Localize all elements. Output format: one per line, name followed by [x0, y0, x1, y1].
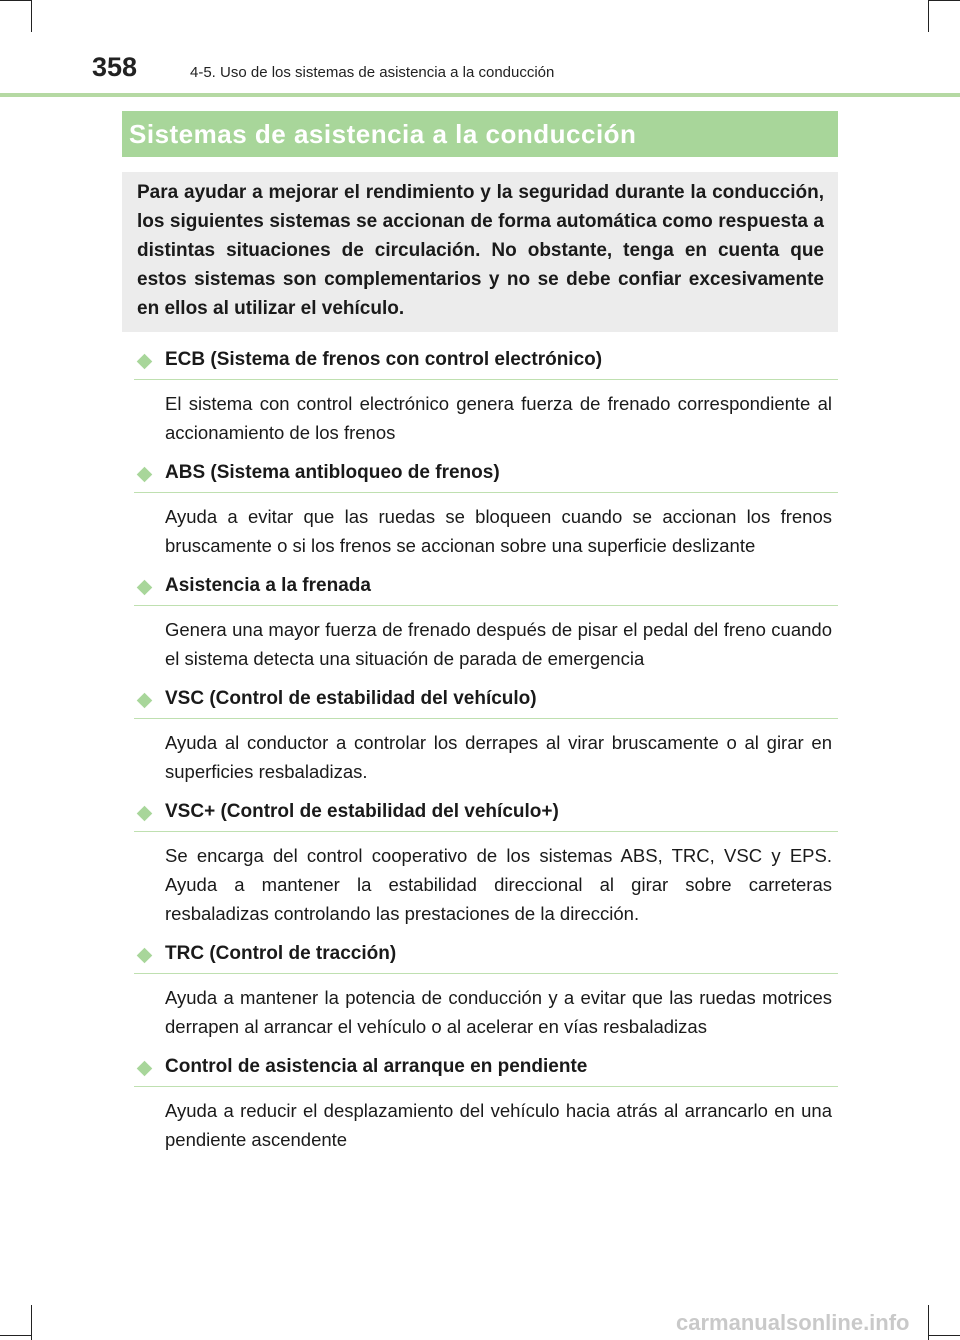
feature-item-hill-start-assist [134, 1050, 838, 1154]
feature-description: Genera una mayor fuerza de frenado después de pisar el pedal del freno cuando el sistema detecta una situación de parada de emergencia [165, 619, 832, 669]
header-divider [0, 93, 960, 97]
feature-title: VSC (Control de estabilidad del vehículo) [165, 688, 537, 709]
feature-list [134, 343, 838, 1163]
feature-description: El sistema con control electrónico genera fuerza de frenado correspondiente al accionamiento de los frenos [165, 393, 832, 443]
feature-heading [134, 343, 838, 380]
diamond-bullet-icon [137, 580, 153, 596]
feature-heading [134, 682, 838, 719]
diamond-bullet-icon [137, 354, 153, 370]
feature-title: ABS (Sistema antibloqueo de frenos) [165, 462, 500, 483]
feature-description: Ayuda a mantener la potencia de conducción y a evitar que las ruedas motrices derrapen al arrancar el vehículo o al acelerar en vías resbaladizas [165, 987, 832, 1037]
crop-mark [31, 1305, 32, 1340]
feature-heading [134, 937, 838, 974]
page-header [0, 0, 960, 100]
crop-mark [928, 1335, 960, 1336]
watermark: carmanualsonline.info [676, 1310, 910, 1335]
feature-item-brake-assist [134, 569, 838, 673]
feature-heading [134, 569, 838, 606]
feature-title: TRC (Control de tracción) [165, 943, 397, 964]
feature-description: Se encarga del control cooperativo de los sistemas ABS, TRC, VSC y EPS. Ayuda a mantener la estabilidad direccional al girar sobre carreteras resbaladizas controlando las prestaciones de la dirección. [165, 845, 832, 924]
feature-item-vsc-plus [134, 795, 838, 928]
feature-description: Ayuda al conductor a controlar los derrapes al virar bruscamente o al girar en superficies resbaladizas. [165, 732, 832, 782]
section-title: Sistemas de asistencia a la conducción [122, 111, 838, 157]
feature-title: Asistencia a la frenada [165, 575, 371, 596]
feature-title: VSC+ (Control de estabilidad del vehículo+) [165, 801, 559, 822]
diamond-bullet-icon [137, 948, 153, 964]
feature-item-ecb [134, 343, 838, 447]
crop-mark [0, 1335, 32, 1336]
diamond-bullet-icon [137, 1061, 153, 1077]
feature-title: ECB (Sistema de frenos con control electrónico) [165, 349, 603, 370]
feature-title: Control de asistencia al arranque en pendiente [165, 1056, 588, 1077]
feature-heading [134, 795, 838, 832]
feature-heading [134, 456, 838, 493]
crop-mark [928, 1305, 929, 1340]
feature-description: Ayuda a reducir el desplazamiento del vehículo hacia atrás al arrancarlo en una pendiente ascendente [165, 1100, 832, 1150]
feature-heading [134, 1050, 838, 1087]
feature-item-abs [134, 456, 838, 560]
feature-item-vsc [134, 682, 838, 786]
intro-paragraph: Para ayudar a mejorar el rendimiento y la seguridad durante la conducción, los siguientes sistemas se accionan de forma automática como respuesta a distintas situaciones de circulación. No obstante, tenga en cuenta que estos sistemas son complementarios y no se debe confiar excesivamente en ellos al utilizar el vehículo. [122, 172, 838, 332]
feature-description: Ayuda a evitar que las ruedas se bloqueen cuando se accionan los frenos bruscamente o si los frenos se accionan sobre una superficie deslizante [165, 506, 832, 556]
page-number: 358 [92, 52, 138, 82]
diamond-bullet-icon [137, 467, 153, 483]
feature-item-trc [134, 937, 838, 1041]
diamond-bullet-icon [137, 693, 153, 709]
chapter-title: 4-5. Uso de los sistemas de asistencia a la conducción [190, 64, 555, 81]
diamond-bullet-icon [137, 806, 153, 822]
